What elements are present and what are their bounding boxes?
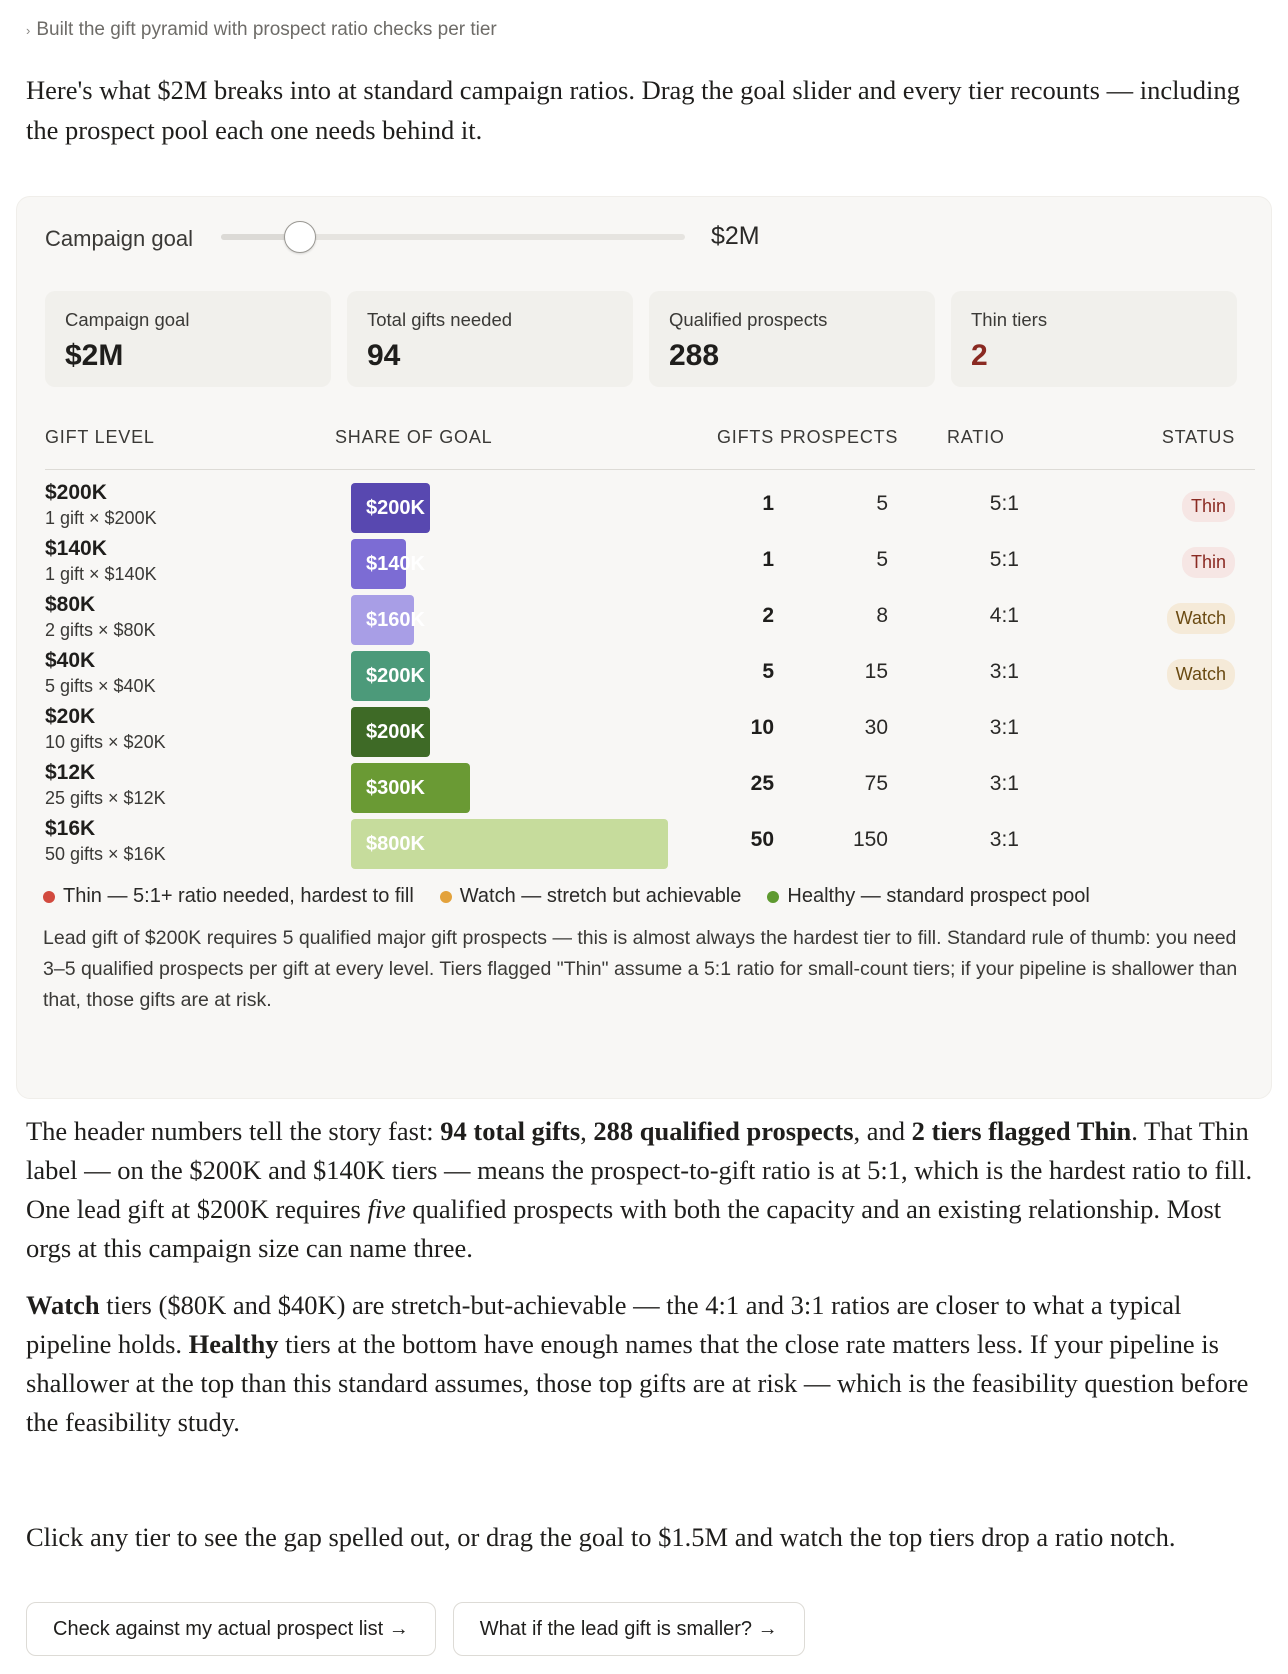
thin-dot-icon xyxy=(43,891,55,903)
tier-ratio: 4:1 xyxy=(989,604,1019,627)
header-share-of-goal: SHARE OF GOAL xyxy=(335,427,493,447)
stat-card-thin-tiers xyxy=(951,291,1237,387)
tier-prospects: 75 xyxy=(864,772,888,795)
tier-breakdown: 50 gifts × $16K xyxy=(45,844,166,864)
stat-value: 2 xyxy=(971,339,988,372)
tier-breakdown: 10 gifts × $20K xyxy=(45,732,166,752)
legend-item-watch xyxy=(440,885,742,908)
check-prospect-list-button[interactable]: Check against my actual prospect list → xyxy=(26,1602,436,1656)
legend-label: Healthy — standard prospect pool xyxy=(787,885,1090,907)
healthy-dot-icon xyxy=(767,891,779,903)
text-span: . That Thin label — on the $200K and $140K tiers — means the prospect-to-gift ratio is at 5:1, which is the hardest ratio to fill. One lead gift at $200K requires xyxy=(26,1116,1253,1224)
header-ratio: RATIO xyxy=(947,427,1005,447)
goal-slider-value: $2M xyxy=(711,222,760,250)
status-badge: Watch xyxy=(1167,659,1235,690)
tier-gifts: 1 xyxy=(762,548,774,571)
breadcrumb[interactable] xyxy=(26,19,497,41)
chevron-right-icon: › xyxy=(26,22,31,38)
tier-prospects: 30 xyxy=(864,716,888,739)
text-span: , and xyxy=(853,1116,912,1146)
stat-card-prospects xyxy=(649,291,935,387)
intro-paragraph: Here's what $2M breaks into at standard campaign ratios. Drag the goal slider and every tier recounts — including the prospect pool each one needs behind it. xyxy=(26,75,1240,145)
header-status: STATUS xyxy=(1161,427,1235,447)
tier-level: $16K xyxy=(45,817,96,840)
tier-row[interactable] xyxy=(17,591,1271,647)
widget-note: Lead gift of $200K requires 5 qualified major gift prospects — this is almost always the hardest tier to fill. Standard rule of thumb: you need 3–5 qualified prospects per gift at every level. Tiers flagged "Thin" assume a 5:1 ratio for small-count tiers; if your pipeline is shallower than that, those gifts are at risk. xyxy=(43,927,1238,1011)
tier-level: $80K xyxy=(45,593,96,616)
tier-ratio: 5:1 xyxy=(989,548,1019,571)
table-divider xyxy=(45,469,1255,470)
text-span: tiers at the bottom have enough names that the close rate matters less. If your pipeline is shallower at the top than this standard assumes, those top gifts are at risk — which is the feasibility question before the feasibility study. xyxy=(26,1329,1249,1437)
status-badge: Thin xyxy=(1182,547,1235,578)
stat-label: Thin tiers xyxy=(971,309,1048,330)
tier-breakdown: 25 gifts × $12K xyxy=(45,788,166,808)
tier-prospects: 5 xyxy=(876,492,888,515)
table-header xyxy=(17,427,1271,451)
smaller-lead-gift-button[interactable]: What if the lead gift is smaller? → xyxy=(453,1602,805,1656)
stat-card-goal xyxy=(45,291,331,387)
legend xyxy=(43,885,1090,908)
text-span: The header numbers tell the story fast: xyxy=(26,1116,441,1146)
tier-prospects: 150 xyxy=(852,828,888,851)
tier-ratio: 3:1 xyxy=(989,828,1019,851)
tier-level: $200K xyxy=(45,481,107,504)
tier-ratio: 5:1 xyxy=(989,492,1019,515)
share-bar[interactable]: $200K xyxy=(351,651,430,701)
bold-qualified-prospects: 288 qualified prospects xyxy=(593,1116,854,1146)
stat-label: Campaign goal xyxy=(65,309,190,330)
tier-level: $12K xyxy=(45,761,96,784)
tier-gifts: 10 xyxy=(750,716,774,739)
stat-card-gifts xyxy=(347,291,633,387)
text-span: , xyxy=(580,1116,594,1146)
tier-breakdown: 1 gift × $200K xyxy=(45,508,157,528)
goal-slider[interactable] xyxy=(221,234,685,240)
tier-gifts: 5 xyxy=(762,660,774,683)
tier-gifts: 1 xyxy=(762,492,774,515)
tier-row[interactable] xyxy=(17,703,1271,759)
share-bar[interactable]: $160K xyxy=(351,595,414,645)
watch-dot-icon xyxy=(440,891,452,903)
breadcrumb-text: Built the gift pyramid with prospect ratio checks per tier xyxy=(36,19,497,40)
header-gift-level: GIFT LEVEL xyxy=(45,427,155,447)
tier-breakdown: 1 gift × $140K xyxy=(45,564,157,584)
header-prospects: PROSPECTS xyxy=(780,427,899,447)
legend-item-healthy xyxy=(767,885,1089,908)
tier-row[interactable] xyxy=(17,647,1271,703)
analysis-paragraph-3: Click any tier to see the gap spelled out, or drag the goal to $1.5M and watch the top tiers drop a ratio notch. xyxy=(26,1522,1176,1552)
bold-healthy: Healthy xyxy=(188,1329,279,1359)
stat-value: 94 xyxy=(367,339,401,372)
goal-control xyxy=(45,219,221,259)
legend-label: Watch — stretch but achievable xyxy=(459,885,742,907)
stat-label: Qualified prospects xyxy=(669,309,828,330)
analysis-paragraph-2 xyxy=(26,1286,1262,1442)
tier-breakdown: 2 gifts × $80K xyxy=(45,620,156,640)
tier-row[interactable] xyxy=(17,479,1271,535)
analysis-paragraph-1 xyxy=(26,1112,1262,1268)
legend-label: Thin — 5:1+ ratio needed, hardest to fill xyxy=(63,885,414,907)
goal-slider-thumb[interactable] xyxy=(284,221,316,253)
bold-thin-tiers: 2 tiers flagged Thin xyxy=(911,1116,1132,1146)
goal-slider-label: Campaign goal xyxy=(45,226,193,251)
tier-level: $20K xyxy=(45,705,96,728)
share-bar[interactable]: $300K xyxy=(351,763,470,813)
status-badge: Thin xyxy=(1182,491,1235,522)
tier-prospects: 5 xyxy=(876,548,888,571)
tier-breakdown: 5 gifts × $40K xyxy=(45,676,156,696)
tier-level: $40K xyxy=(45,649,96,672)
tier-gifts: 25 xyxy=(750,772,774,795)
tier-prospects: 8 xyxy=(876,604,888,627)
stat-label: Total gifts needed xyxy=(367,309,513,330)
tier-level: $140K xyxy=(45,537,107,560)
share-bar[interactable]: $200K xyxy=(351,483,430,533)
tier-ratio: 3:1 xyxy=(989,660,1019,683)
gift-pyramid-widget xyxy=(16,196,1272,1099)
bold-total-gifts: 94 total gifts xyxy=(440,1116,581,1146)
suggestion-buttons xyxy=(26,1602,805,1656)
share-bar[interactable]: $140K xyxy=(351,539,406,589)
status-badge: Watch xyxy=(1167,603,1235,634)
tier-ratio: 3:1 xyxy=(989,772,1019,795)
stat-value: $2M xyxy=(65,339,124,372)
stat-value: 288 xyxy=(669,339,720,372)
share-bar[interactable]: $200K xyxy=(351,707,430,757)
tier-row[interactable] xyxy=(17,815,1271,871)
share-bar[interactable]: $800K xyxy=(351,819,668,869)
tier-prospects: 15 xyxy=(864,660,888,683)
header-gifts: GIFTS xyxy=(717,427,774,447)
emphasis-five: five xyxy=(367,1194,406,1224)
tier-gifts: 2 xyxy=(762,604,774,627)
tier-row[interactable] xyxy=(17,535,1271,591)
tier-row[interactable] xyxy=(17,759,1271,815)
bold-watch: Watch xyxy=(26,1290,100,1320)
text-span: tiers ($80K and $40K) are stretch-but-achievable — the 4:1 and 3:1 ratios are closer to what a typical pipeline holds. xyxy=(26,1290,1182,1359)
legend-item-thin xyxy=(43,885,414,908)
stat-cards xyxy=(45,291,1237,387)
tier-ratio: 3:1 xyxy=(989,716,1019,739)
tier-gifts: 50 xyxy=(750,828,774,851)
text-span: qualified prospects with both the capacity and an existing relationship. Most orgs at this campaign size can name three. xyxy=(26,1194,1222,1263)
